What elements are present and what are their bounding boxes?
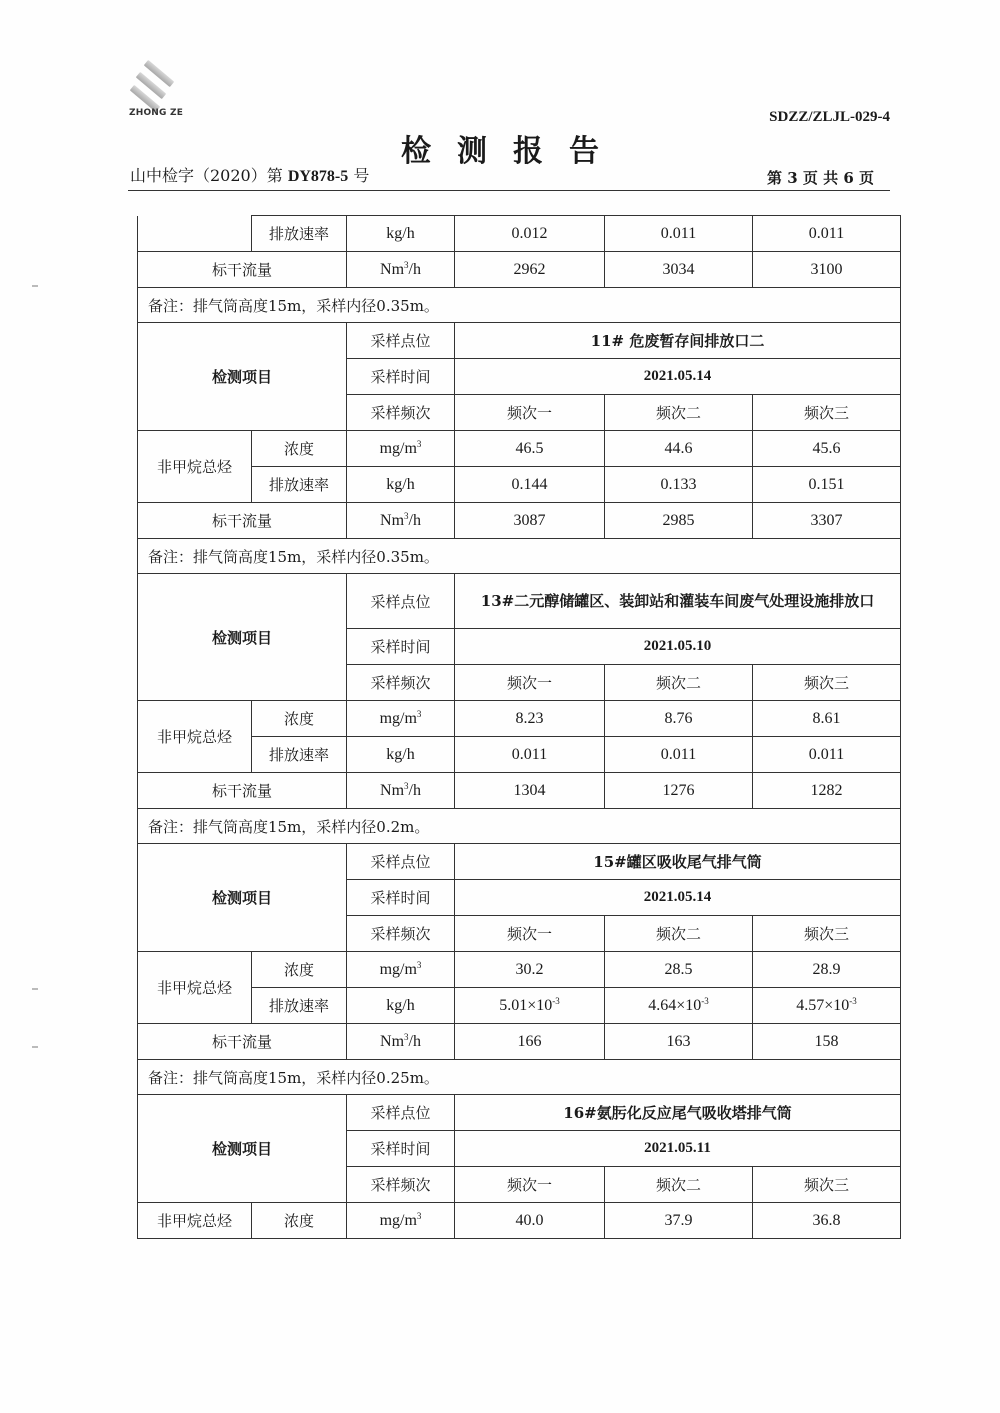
table-cell: 3307	[753, 503, 901, 539]
table-cell: 排放速率	[252, 988, 347, 1024]
table-row	[138, 844, 901, 880]
table-cell: 浓度	[252, 952, 347, 988]
table-cell: 0.012	[455, 216, 605, 252]
table-cell: $4.64\times 10^{-3}$	[605, 988, 753, 1024]
table-cell: 频次二	[605, 916, 753, 952]
table-cell: 0.011	[753, 216, 901, 252]
table-row	[138, 988, 901, 1024]
table-cell: $mg/m^3$	[347, 431, 455, 467]
table-row	[138, 252, 901, 288]
table-cell: 2985	[605, 503, 753, 539]
table-cell: 频次一	[455, 1167, 605, 1203]
table-cell: 2962	[455, 252, 605, 288]
unit-cell: kg/h	[347, 216, 455, 252]
table-cell: 3100	[753, 252, 901, 288]
table-cell: 频次二	[605, 665, 753, 701]
table-cell: 0.133	[605, 467, 753, 503]
note-row: 备注：排气筒高度15m，采样内径0.35m。	[138, 288, 901, 323]
table-cell: 标干流量	[138, 1024, 347, 1060]
table-cell: 28.9	[753, 952, 901, 988]
table-cell: 非甲烷总烃	[138, 1203, 252, 1239]
table-row	[138, 574, 901, 629]
table-row	[138, 1024, 901, 1060]
table-row	[138, 773, 901, 809]
table-cell: 36.8	[753, 1203, 901, 1239]
report-number: 山中检字（2020）第 DY878-5 号	[130, 166, 370, 185]
table-cell: $mg/m^3$	[347, 1203, 455, 1239]
table-row	[138, 952, 901, 988]
table-cell: 44.6	[605, 431, 753, 467]
table-cell: 频次二	[605, 395, 753, 431]
results-table	[137, 215, 901, 1239]
table-cell: 1304	[455, 773, 605, 809]
table-cell: 30.2	[455, 952, 605, 988]
page-title: 检测报告	[401, 134, 625, 169]
table-cell: 采样频次	[347, 1167, 455, 1203]
table-cell: $4.57\times 10^{-3}$	[753, 988, 901, 1024]
unit-cell: Nm$^3$/h	[347, 252, 455, 288]
table-row	[138, 539, 901, 574]
table-cell: 0.011	[753, 737, 901, 773]
table-cell: 37.9	[605, 1203, 753, 1239]
table-cell: 1282	[753, 773, 901, 809]
table-cell: 浓度	[252, 1203, 347, 1239]
table-cell: 频次二	[605, 1167, 753, 1203]
document-code: SDZZ/ZLJL-029-4	[769, 109, 890, 125]
sampling-site: 15#罐区吸收尾气排气筒	[455, 844, 901, 880]
table-cell: 45.6	[753, 431, 901, 467]
table-cell: 非甲烷总烃	[138, 952, 252, 1024]
table-row	[138, 216, 901, 252]
table-cell: 检测项目	[138, 844, 347, 952]
table-cell: 非甲烷总烃	[138, 701, 252, 773]
table-cell: $mg/m^3$	[347, 952, 455, 988]
table-row	[138, 1095, 901, 1131]
sampling-date: 2021.05.11	[455, 1131, 901, 1167]
sampling-date: 2021.05.10	[455, 629, 901, 665]
scan-mark	[32, 285, 38, 287]
table-cell: $5.01\times 10^{-3}$	[455, 988, 605, 1024]
table-row	[138, 467, 901, 503]
table-cell: kg/h	[347, 988, 455, 1024]
table-row	[138, 503, 901, 539]
table-row	[138, 1203, 901, 1239]
table-cell: 采样点位	[347, 574, 455, 629]
table-cell: 0.011	[605, 737, 753, 773]
table-cell: 标干流量	[138, 773, 347, 809]
table-cell: 频次三	[753, 916, 901, 952]
table-cell	[138, 216, 252, 252]
logo-text: ZHONG ZE	[129, 108, 184, 118]
sampling-date: 2021.05.14	[455, 880, 901, 916]
page-indicator: 第 3 页 共 6 页	[767, 169, 874, 187]
table-cell: 采样点位	[347, 844, 455, 880]
table-cell: 采样频次	[347, 395, 455, 431]
table-cell: 检测项目	[138, 1095, 347, 1203]
table-cell: 3087	[455, 503, 605, 539]
table-cell: 采样频次	[347, 665, 455, 701]
table-cell: kg/h	[347, 467, 455, 503]
table-cell: 排放速率	[252, 737, 347, 773]
rate-label: 排放速率	[252, 216, 347, 252]
table-row	[138, 323, 901, 359]
pollutant-label: 非甲烷总烃	[138, 431, 252, 503]
table-cell: 0.011	[455, 737, 605, 773]
scan-mark	[32, 1046, 38, 1048]
sampling-site: 11# 危废暂存间排放口二	[455, 323, 901, 359]
flow-label: 标干流量	[138, 252, 347, 288]
table-cell: 0.011	[605, 216, 753, 252]
table-cell: 采样时间	[347, 359, 455, 395]
table-cell: 频次三	[753, 1167, 901, 1203]
sampling-date: 2021.05.14	[455, 359, 901, 395]
sampling-site: 16#氨肟化反应尾气吸收塔排气筒	[455, 1095, 901, 1131]
table-cell: 采样时间	[347, 880, 455, 916]
table-cell: 采样频次	[347, 916, 455, 952]
table-cell: 0.151	[753, 467, 901, 503]
header-divider	[128, 190, 890, 191]
table-cell: 158	[753, 1024, 901, 1060]
table-cell: Nm$^3$/h	[347, 503, 455, 539]
table-row	[138, 737, 901, 773]
table-cell: $mg/m^3$	[347, 701, 455, 737]
table-row	[138, 288, 901, 323]
table-cell: 40.0	[455, 1203, 605, 1239]
table-row	[138, 1060, 901, 1095]
table-cell: 28.5	[605, 952, 753, 988]
table-cell: 8.61	[753, 701, 901, 737]
table-cell: 0.144	[455, 467, 605, 503]
table-cell: 频次三	[753, 665, 901, 701]
table-cell: Nm$^3$/h	[347, 1024, 455, 1060]
note-row: 备注：排气筒高度15m，采样内径0.35m。	[138, 539, 901, 574]
table-cell: 频次一	[455, 916, 605, 952]
note-row: 备注：排气筒高度15m，采样内径0.2m。	[138, 809, 901, 844]
scan-mark	[32, 988, 38, 990]
table-row	[138, 431, 901, 467]
table-cell: 3034	[605, 252, 753, 288]
table-cell: 166	[455, 1024, 605, 1060]
table-cell: 标干流量	[138, 503, 347, 539]
table-cell: 频次三	[753, 395, 901, 431]
table-cell: 频次一	[455, 395, 605, 431]
table-cell: 采样点位	[347, 323, 455, 359]
table-cell: 采样时间	[347, 1131, 455, 1167]
table-cell: 检测项目	[138, 574, 347, 701]
table-cell: 浓度	[252, 701, 347, 737]
table-row	[138, 809, 901, 844]
table-cell: Nm$^3$/h	[347, 773, 455, 809]
table-cell: 浓度	[252, 431, 347, 467]
table-cell: 8.23	[455, 701, 605, 737]
table-cell: kg/h	[347, 737, 455, 773]
table-row	[138, 701, 901, 737]
table-cell: 8.76	[605, 701, 753, 737]
table-cell: 采样时间	[347, 629, 455, 665]
table-cell: 46.5	[455, 431, 605, 467]
table-cell: 1276	[605, 773, 753, 809]
table-cell: 采样点位	[347, 1095, 455, 1131]
sampling-site: 13#二元醇储罐区、装卸站和灌装车间废气处理设施排放口	[455, 574, 901, 629]
item-header: 检测项目	[138, 323, 347, 431]
table-cell: 排放速率	[252, 467, 347, 503]
table-cell: 频次一	[455, 665, 605, 701]
note-row: 备注：排气筒高度15m，采样内径0.25m。	[138, 1060, 901, 1095]
table-cell: 163	[605, 1024, 753, 1060]
